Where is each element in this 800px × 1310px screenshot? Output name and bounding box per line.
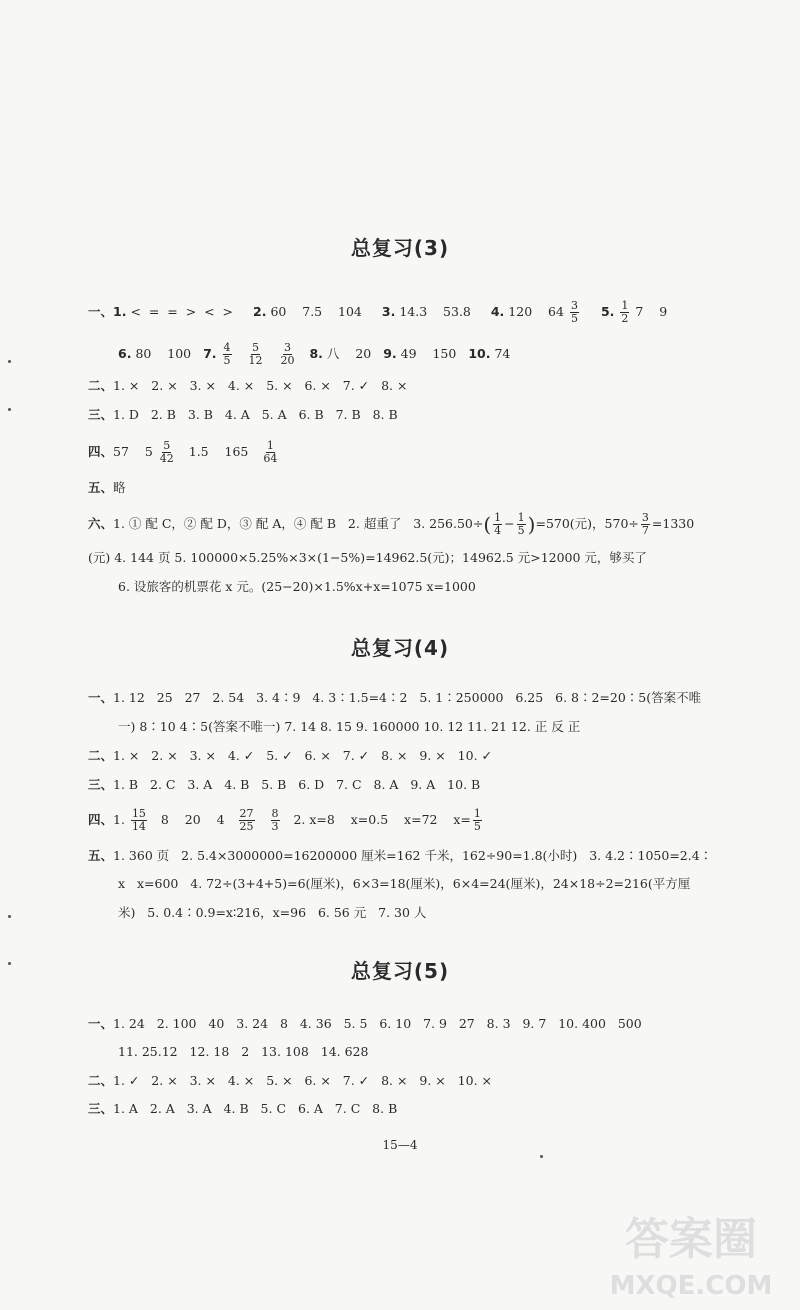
section-title-3: 总复习(3) (350, 236, 450, 260)
fraction: $\frac{15}{14}$ (131, 807, 146, 833)
s4-part4: 四、1. $\frac{15}{14}$ 8 20 4 $\frac{27}{25}$ $\frac{8}{3}$ 2. x=8 x=0.5 x=72 x= $\frac{1}{5}$ (88, 807, 481, 833)
s3-part6-line3: 6. 设旅客的机票花 x 元。(25−20)×1.5%x+x=1075 x=1000 (118, 579, 476, 594)
s3-part6-line2: (元) 4. 144 页 5. 100000×5.25%×3×(1−5%)=14962.5(元)；14962.5 元>12000 元，够买了 (88, 550, 647, 565)
s4-part5-line3: 米) 5. 0.4∶0.9=x∶216，x=96 6. 56 元 7. 30 人 (118, 905, 427, 920)
fraction: $\frac{1}{2}$ (621, 299, 629, 325)
fraction: $\frac{27}{25}$ (239, 807, 254, 833)
s5-part2: 二、1. ✓ 2. × 3. × 4. × 5. × 6. × 7. ✓ 8. × 9. × 10. × (88, 1073, 492, 1088)
section-title-4: 总复习(4) (350, 636, 450, 660)
s3-part5: 五、略 (88, 480, 126, 495)
s3-part1-line2: 6. 80 100 7. $\frac{4}{5}$ $\frac{5}{12}$ $\frac{3}{20}$ 8. 八 20 9. 49 150 10. 74 (118, 341, 511, 367)
s3-part2: 二、1. × 2. × 3. × 4. × 5. × 6. × 7. ✓ 8. × (88, 378, 408, 393)
section-title-5: 总复习(5) (350, 959, 450, 983)
scan-speck (8, 962, 11, 965)
s3-part4: 四、57 5 $\frac{5}{42}$ 1.5 165 $\frac{1}{64}$ (88, 439, 278, 465)
s3-part6-line1: 六、1. ① 配 C，② 配 D，③ 配 A，④ 配 B 2. 超重了 3. 256.50÷( $\frac{1}{4}$ − $\frac{1}{5}$ )=570(元)，570÷ $\frac{3}{7}$ =1330 (88, 511, 695, 537)
fraction: $\frac{3}{20}$ (280, 341, 295, 367)
s4-part1-line1: 一、1. 12 25 27 2. 54 3. 4∶9 4. 3∶1.5=4∶2 5. 1∶250000 6.25 6. 8∶2=20∶5(答案不唯 (88, 690, 702, 705)
watermark-bottom: MXQE.COM (609, 1271, 773, 1301)
s3-part1-line1: 一、1. < = = > < > 2. 60 7.5 104 3. 14.3 53.8 4. 120 64 $\frac{3}{5}$ 5. $\frac{1}{2}$ 7 9 (88, 299, 668, 325)
fraction: $\frac{3}{7}$ (641, 511, 649, 537)
s4-part3: 三、1. B 2. C 3. A 4. B 5. B 6. D 7. C 8. A 9. A 10. B (88, 777, 481, 792)
watermark-logo (596, 1204, 786, 1304)
s5-part3: 三、1. A 2. A 3. A 4. B 5. C 6. A 7. C 8. B (88, 1101, 398, 1116)
fraction: $\frac{4}{5}$ (223, 341, 231, 367)
scan-speck (8, 408, 11, 411)
s4-part1-line2: 一) 8∶10 4∶5(答案不唯一) 7. 14 8. 15 9. 160000 10. 12 11. 21 12. 正 反 正 (118, 719, 581, 734)
s4-part5-line2: x x=600 4. 72÷(3+4+5)=6(厘米)，6×3=18(厘米)，6×4=24(厘米)，24×18÷2=216(平方厘 (118, 876, 691, 891)
fraction: $\frac{5}{12}$ (248, 341, 263, 367)
s5-part1-line2: 11. 25.12 12. 18 2 13. 108 14. 628 (118, 1044, 369, 1059)
fraction: $\frac{5}{42}$ (159, 439, 174, 465)
part-label: 一、 (88, 304, 114, 319)
fraction: $\frac{1}{5}$ (473, 807, 481, 833)
scan-speck (540, 1155, 543, 1158)
s3-part3: 三、1. D 2. B 3. B 4. A 5. A 6. B 7. B 8. B (88, 407, 398, 422)
fraction: $\frac{3}{5}$ (570, 299, 578, 325)
fraction: $\frac{1}{64}$ (263, 439, 278, 465)
s4-part5-line1: 五、1. 360 页 2. 5.4×3000000=16200000 厘米=162 千米，162÷90=1.8(小时) 3. 4.2∶1050=2.4∶ (88, 848, 713, 863)
s5-part1-line1: 一、1. 24 2. 100 40 3. 24 8 4. 36 5. 5 6. 10 7. 9 27 8. 3 9. 7 10. 400 500 (88, 1016, 642, 1031)
watermark-top: 答案圈 (625, 1214, 757, 1265)
scan-speck (8, 360, 11, 363)
fraction: $\frac{1}{4}$ (494, 511, 502, 537)
page-number: 15—4 (382, 1138, 418, 1152)
scan-speck (8, 915, 11, 918)
s4-part2: 二、1. × 2. × 3. × 4. ✓ 5. ✓ 6. × 7. ✓ 8. × 9. × 10. ✓ (88, 748, 492, 763)
fraction: $\frac{8}{3}$ (271, 807, 279, 833)
fraction: $\frac{1}{5}$ (517, 511, 525, 537)
